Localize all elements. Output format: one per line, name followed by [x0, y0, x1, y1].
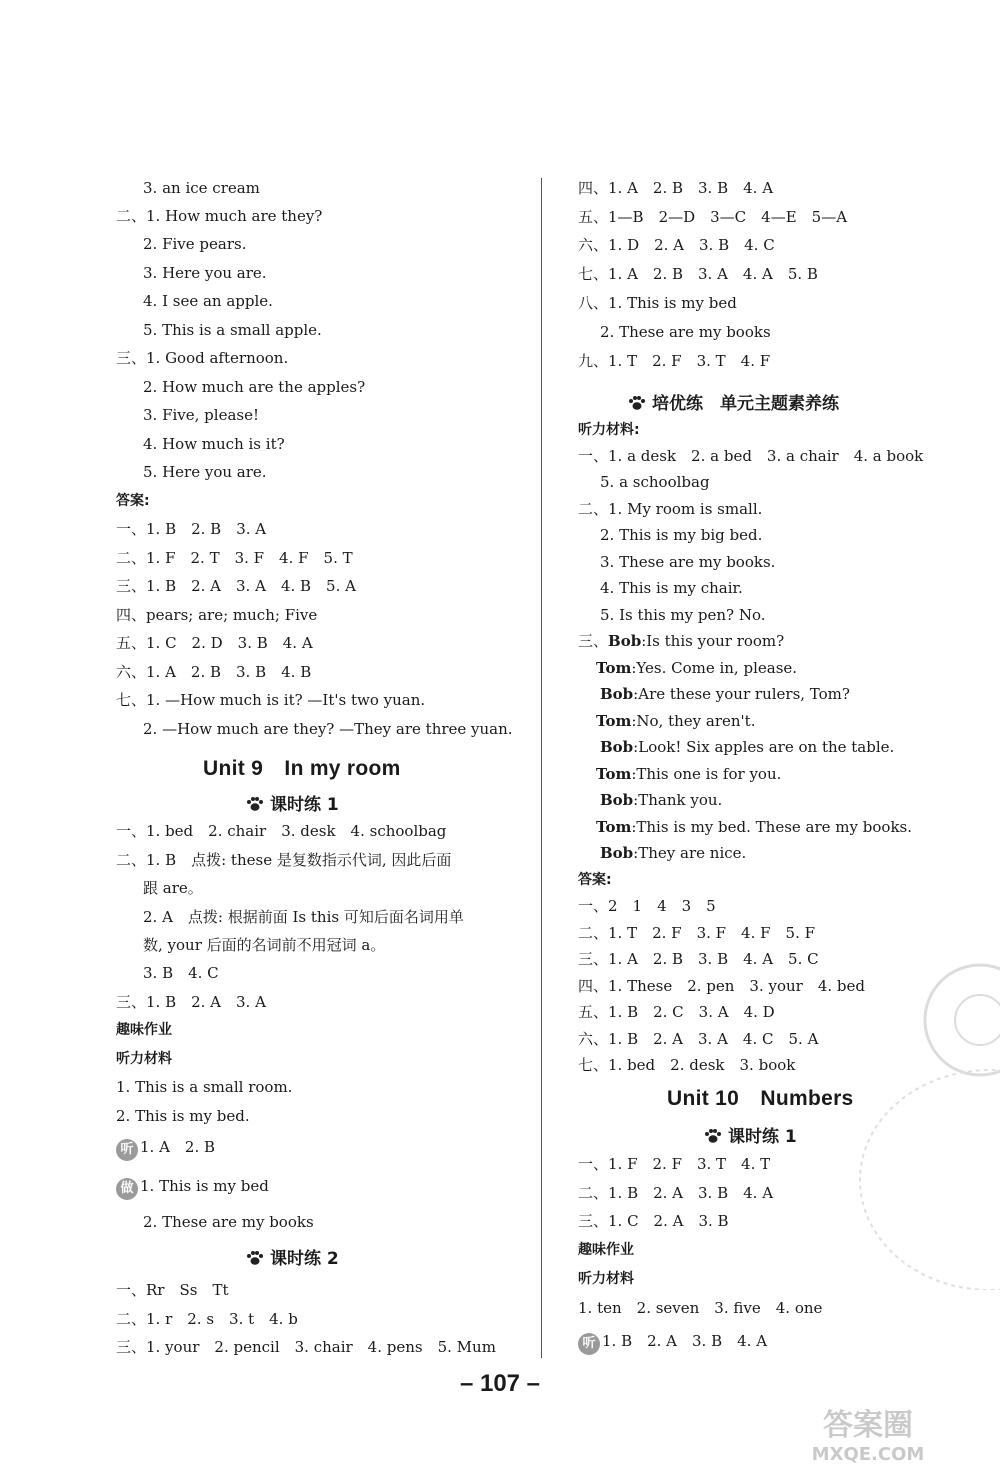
section-title-label: 培优练 单元主题素养练: [652, 394, 839, 414]
text-line: 跟 are。: [143, 879, 203, 897]
lesson-2-label: 课时练 2: [270, 1249, 339, 1269]
unit-9-title: Unit 9 In my room: [203, 757, 401, 780]
do-answer-row: [116, 1176, 269, 1200]
dialogue-text: Are these your rulers, Tom?: [638, 685, 850, 703]
text-line: 4. How much is it?: [143, 435, 285, 453]
speaker-name: Bob: [600, 738, 634, 756]
text-line: 四、pears; are; much; Five: [116, 606, 318, 624]
text-line: 七、1. —How much is it? —It's two yuan.: [116, 691, 426, 709]
lesson-1-label: 课时练 1: [270, 795, 339, 815]
text-line: 3. These are my books.: [600, 553, 776, 571]
text-line: 2. How much are the apples?: [143, 378, 366, 396]
text-line: 三、1. Good afternoon.: [116, 349, 289, 367]
speaker-name: Bob: [600, 685, 634, 703]
lesson-1-label: 课时练 1: [728, 1127, 797, 1147]
text-line: 五、1. B 2. C 3. A 4. D: [578, 1003, 775, 1021]
page-number: – 107 –: [459, 1370, 541, 1397]
dialogue-line: Tom:Yes. Come in, please.: [596, 659, 798, 677]
text-line: 一、2 1 4 3 5: [578, 897, 716, 915]
text-line: 二、1. T 2. F 3. F 4. F 5. F: [578, 924, 816, 942]
text-line: 1. A 2. B: [140, 1138, 216, 1156]
text-line: 5. Here you are.: [143, 463, 267, 481]
dialogue-text: No, they aren't.: [636, 712, 756, 730]
text-line: 一、Rr Ss Tt: [116, 1281, 229, 1299]
text-line: 二、1. How much are they?: [116, 207, 323, 225]
text-line: 二、1. B 点拨: these 是复数指示代词, 因此后面: [116, 851, 452, 869]
text-line: 2. —How much are they? —They are three yuan.: [143, 720, 513, 738]
do-badge-icon: 做: [116, 1178, 138, 1200]
listen-badge-icon: 听: [116, 1139, 138, 1161]
text-line: 三、: [578, 632, 609, 650]
dialogue-text: Thank you.: [638, 791, 723, 809]
text-line: 三、1. B 2. A 3. A: [116, 993, 266, 1011]
text-line: 五、1—B 2—D 3—C 4—E 5—A: [578, 208, 848, 226]
dialogue-line: 三、Bob:Is this your room?: [578, 632, 785, 650]
text-line: 4. I see an apple.: [143, 292, 273, 310]
text-line: 一、1. B 2. B 3. A: [116, 520, 267, 538]
svg-text:MXQE.COM: MXQE.COM: [811, 1444, 925, 1465]
dialogue-text: Look! Six apples are on the table.: [638, 738, 895, 756]
speaker-name: Tom: [596, 818, 632, 836]
lesson-2-title: [246, 1244, 339, 1269]
lesson-1-title: [704, 1122, 797, 1147]
text-line: 1. This is my bed: [140, 1177, 269, 1195]
text-line: 六、1. A 2. B 3. B 4. B: [116, 663, 312, 681]
text-line: 2. These are my books: [600, 323, 771, 341]
text-line: 5. Is this my pen? No.: [600, 606, 766, 624]
unit-10-title: Unit 10 Numbers: [667, 1087, 854, 1110]
dialogue-line: Tom:No, they aren't.: [596, 712, 756, 730]
fun-homework-label: 趣味作业: [578, 1242, 634, 1258]
paw-icon: [704, 1128, 722, 1144]
listening-material-label: 听力材料:: [578, 422, 640, 438]
dialogue-line: Bob:They are nice.: [600, 844, 747, 862]
decorative-illustration: [830, 960, 1000, 1290]
paw-icon: [246, 796, 264, 812]
dialogue-line: Bob:Are these your rulers, Tom?: [600, 685, 850, 703]
text-line: 五、1. C 2. D 3. B 4. A: [116, 634, 313, 652]
text-line: 二、1. B 2. A 3. B 4. A: [578, 1184, 774, 1202]
text-line: 四、1. A 2. B 3. B 4. A: [578, 179, 774, 197]
text-line: 三、1. your 2. pencil 3. chair 4. pens 5. Mum: [116, 1338, 496, 1356]
text-line: 二、1. r 2. s 3. t 4. b: [116, 1310, 298, 1328]
watermark-logo: [748, 1405, 988, 1465]
answers-label: 答案:: [116, 493, 150, 509]
listen-answer-row: [116, 1137, 215, 1161]
dialogue-text: Is this your room?: [646, 632, 785, 650]
text-line: 2. Five pears.: [143, 235, 247, 253]
text-line: 5. a schoolbag: [600, 473, 710, 491]
text-line: 四、1. These 2. pen 3. your 4. bed: [578, 977, 865, 995]
text-line: 三、1. C 2. A 3. B: [578, 1212, 729, 1230]
speaker-name: Tom: [596, 765, 632, 783]
paw-icon: [628, 395, 646, 411]
listening-material-label: 听力材料: [578, 1271, 634, 1287]
text-line: 3. Five, please!: [143, 406, 259, 424]
text-line: 3. an ice cream: [143, 179, 260, 197]
answers-label: 答案:: [578, 872, 612, 888]
text-line: 2. This is my bed.: [116, 1107, 250, 1125]
text-line: 八、1. This is my bed: [578, 294, 737, 312]
paw-icon: [246, 1250, 264, 1266]
text-line: 2. A 点拨: 根据前面 Is this 可知后面名词用单: [143, 908, 464, 926]
dialogue-line: Bob:Thank you.: [600, 791, 723, 809]
text-line: 一、1. a desk 2. a bed 3. a chair 4. a book: [578, 447, 924, 465]
text-line: 3. Here you are.: [143, 264, 267, 282]
section-title: [628, 389, 839, 414]
text-line: 2. This is my big bed.: [600, 526, 763, 544]
text-line: 1. B 2. A 3. B 4. A: [602, 1332, 768, 1350]
text-line: 数, your 后面的名词前不用冠词 a。: [143, 936, 386, 954]
text-line: 1. ten 2. seven 3. five 4. one: [578, 1299, 823, 1317]
listen-answer-row: [578, 1331, 767, 1355]
text-line: 2. These are my books: [143, 1213, 314, 1231]
text-line: 三、1. B 2. A 3. A 4. B 5. A: [116, 577, 356, 595]
dialogue-text: They are nice.: [638, 844, 747, 862]
text-line: 九、1. T 2. F 3. T 4. F: [578, 352, 771, 370]
text-line: 三、1. A 2. B 3. B 4. A 5. C: [578, 950, 819, 968]
lesson-1-title: [246, 790, 339, 815]
dialogue-text: Yes. Come in, please.: [636, 659, 798, 677]
dialogue-line: Tom:This one is for you.: [596, 765, 782, 783]
listen-badge-icon: 听: [578, 1333, 600, 1355]
dialogue-text: This is my bed. These are my books.: [636, 818, 912, 836]
dialogue-text: This one is for you.: [636, 765, 782, 783]
column-divider: [541, 178, 542, 1358]
svg-text:答案圈: 答案圈: [823, 1408, 913, 1443]
text-line: 七、1. bed 2. desk 3. book: [578, 1056, 796, 1074]
dialogue-line: Bob:Look! Six apples are on the table.: [600, 738, 895, 756]
speaker-name: Bob: [608, 632, 642, 650]
text-line: 六、1. D 2. A 3. B 4. C: [578, 236, 775, 254]
speaker-name: Tom: [596, 659, 632, 677]
text-line: 5. This is a small apple.: [143, 321, 322, 339]
text-line: 3. B 4. C: [143, 964, 219, 982]
text-line: 六、1. B 2. A 3. A 4. C 5. A: [578, 1030, 819, 1048]
text-line: 一、1. F 2. F 3. T 4. T: [578, 1155, 771, 1173]
speaker-name: Tom: [596, 712, 632, 730]
listening-material-label: 听力材料: [116, 1051, 172, 1067]
text-line: 1. This is a small room.: [116, 1078, 293, 1096]
text-line: 二、1. My room is small.: [578, 500, 763, 518]
fun-homework-label: 趣味作业: [116, 1022, 172, 1038]
dialogue-line: Tom:This is my bed. These are my books.: [596, 818, 912, 836]
speaker-name: Bob: [600, 844, 634, 862]
text-line: 七、1. A 2. B 3. A 4. A 5. B: [578, 265, 818, 283]
speaker-name: Bob: [600, 791, 634, 809]
text-line: 二、1. F 2. T 3. F 4. F 5. T: [116, 549, 353, 567]
text-line: 4. This is my chair.: [600, 579, 743, 597]
text-line: 一、1. bed 2. chair 3. desk 4. schoolbag: [116, 822, 447, 840]
